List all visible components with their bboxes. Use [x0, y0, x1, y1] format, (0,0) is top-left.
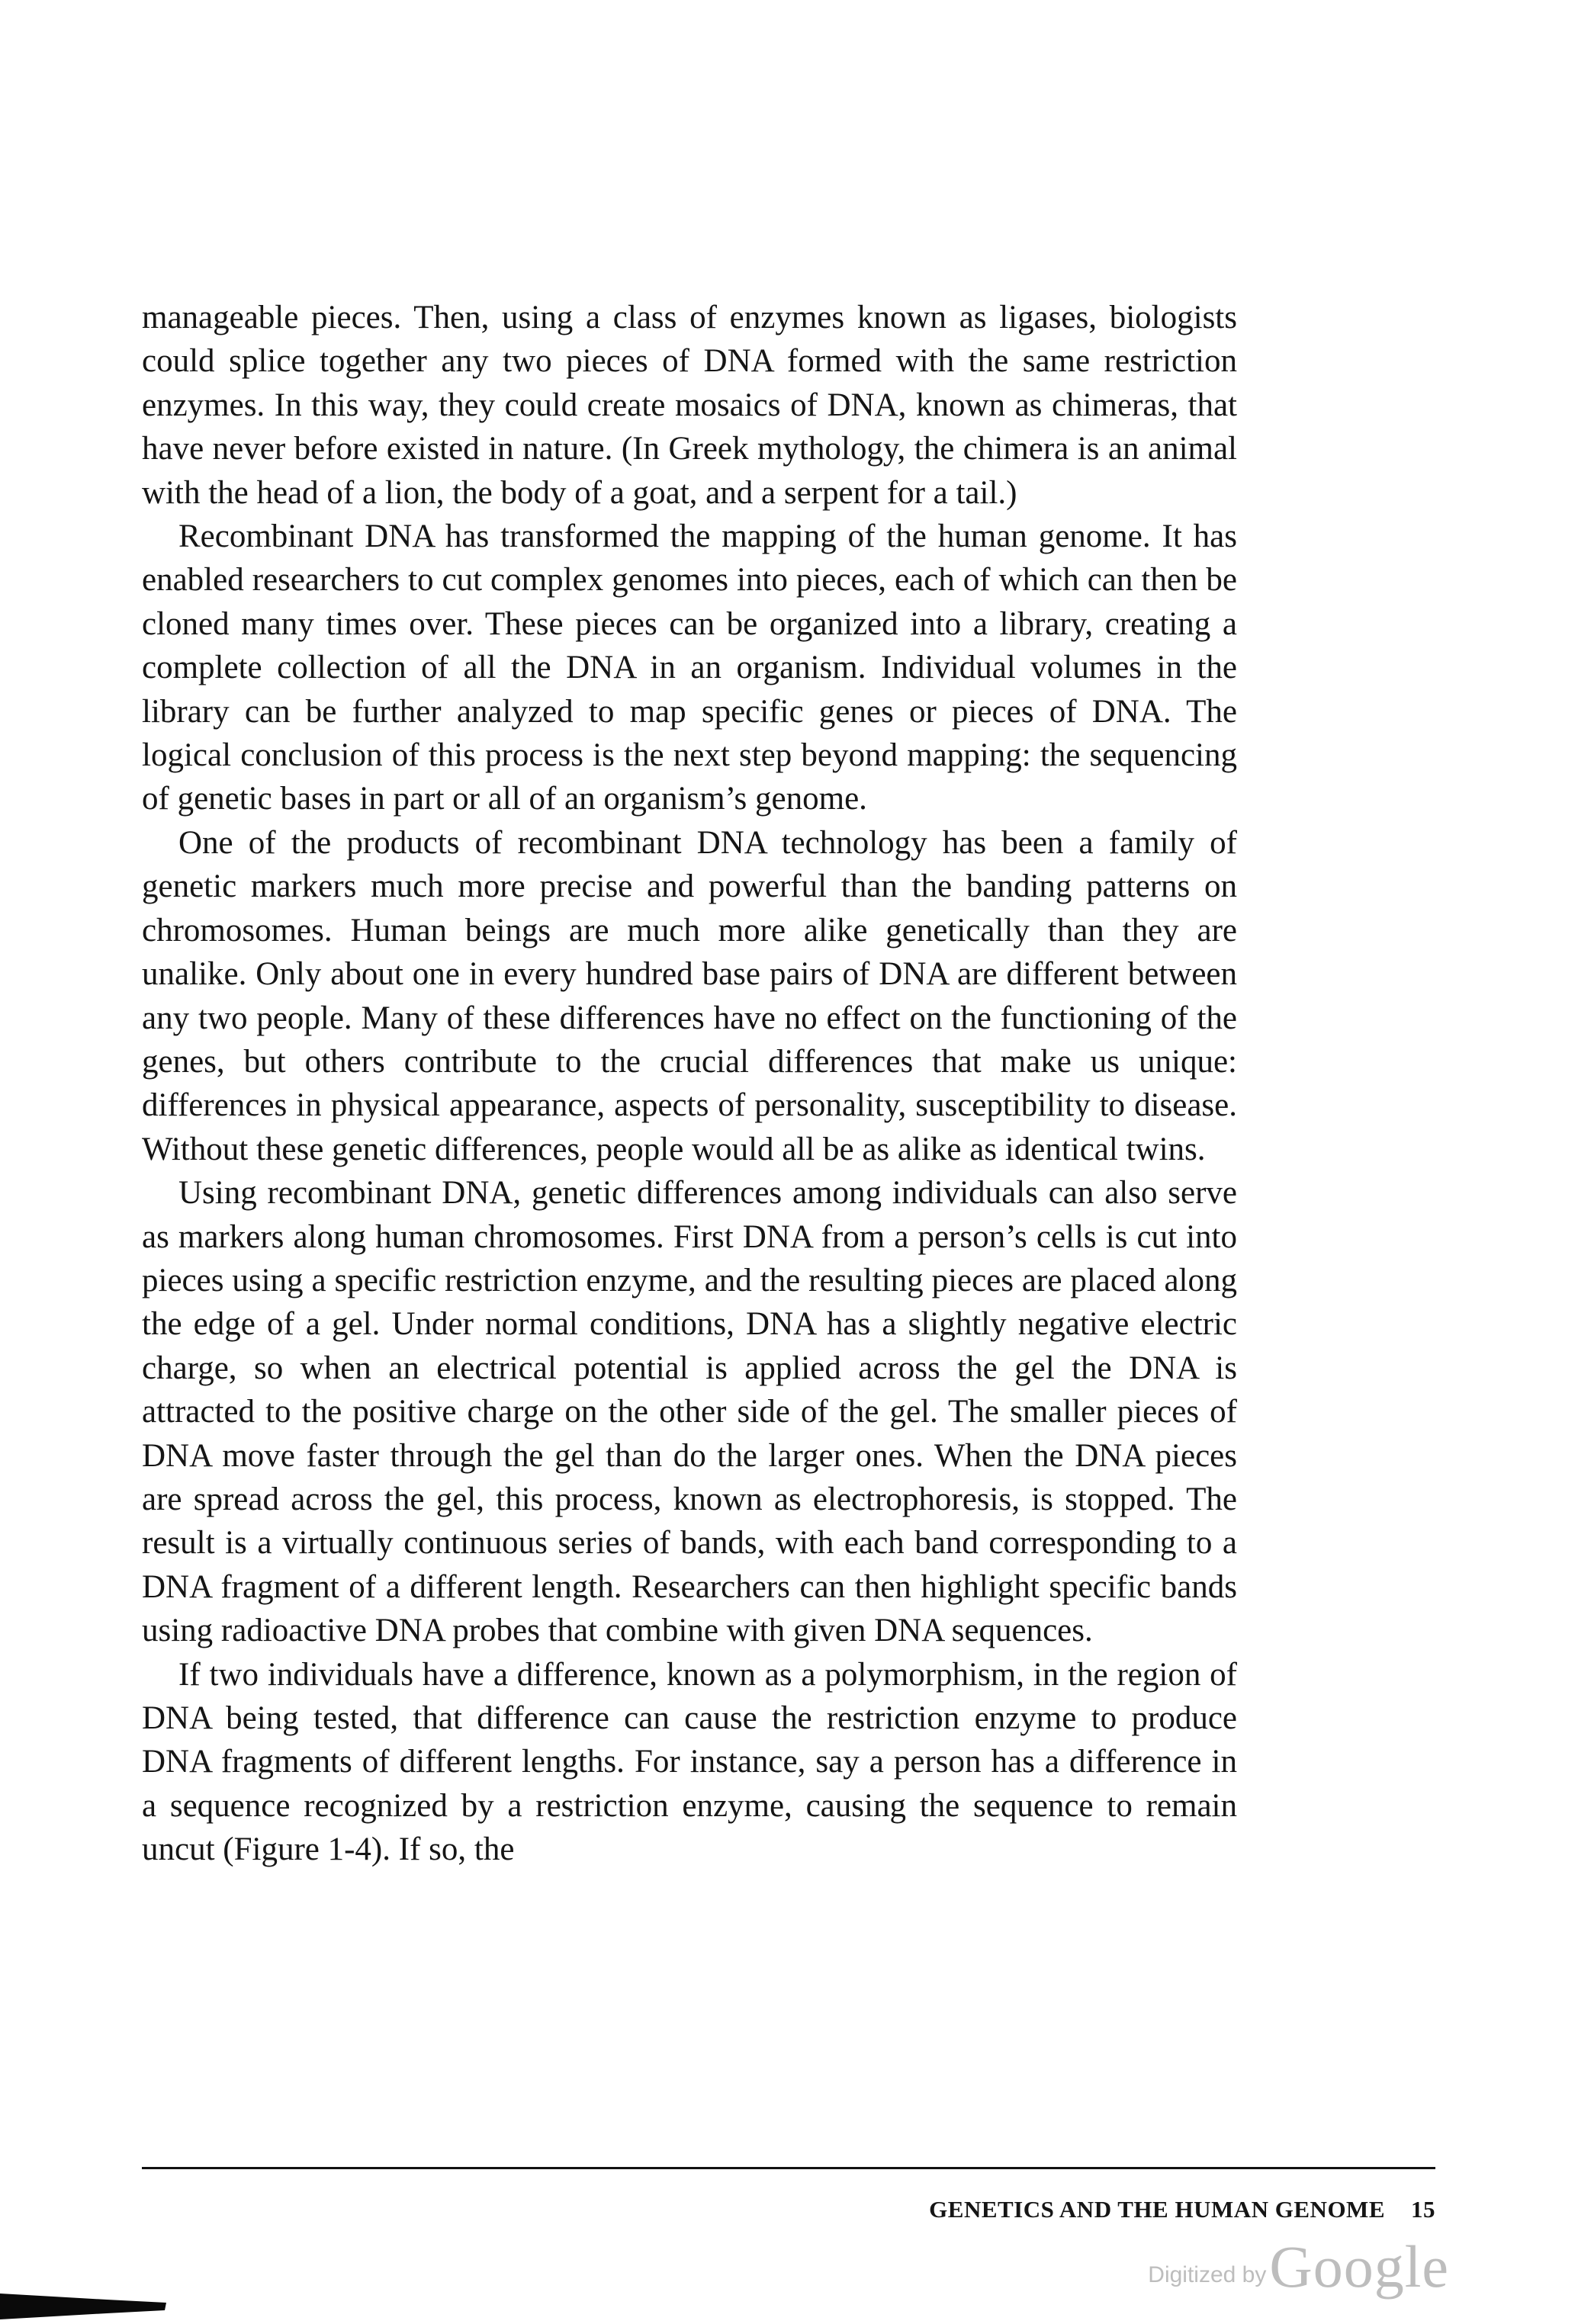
scan-artifact-mark [0, 2287, 183, 2324]
google-logo: Google [1269, 2233, 1449, 2300]
running-title: GENETICS AND THE HUMAN GENOME [929, 2196, 1385, 2223]
running-footer [839, 2196, 1435, 2223]
page-number: 15 [1411, 2196, 1435, 2223]
paragraph: Using recombinant DNA, genetic differences among individuals can also serve as markers along human chromosomes. First DNA from a person’s cells is cut into pieces using a specific restriction enzyme, and the resulting pieces are placed along the edge of a gel. Under normal conditions, DNA has a slightly negative electric charge, so when an electrical potential is applied across the gel the DNA is attracted to the positive charge on the other side of the gel. The smaller pieces of DNA move faster through the gel than do the larger ones. When the DNA pieces are spread across the gel, this process, known as electrophoresis, is stopped. The result is a virtually continuous series of bands, with each band corresponding to a DNA fragment of a different length. Researchers can then highlight specific bands using radioactive DNA probes that combine with given DNA sequences. [142, 1175, 1237, 1649]
watermark-prefix: Digitized by [1148, 2262, 1267, 2287]
paragraph: Recombinant DNA has transformed the mapping of the human genome. It has enabled researchers to cut complex genomes into pieces, each of which can then be cloned many times over. These pieces can be organized into a library, creating a complete collection of all the DNA in an organism. Individual volumes in the library can be further analyzed to map specific genes or pieces of DNA. The logical conclusion of this process is the next step beyond mapping: the sequencing of genetic bases in part or all of an organism’s genome. [142, 518, 1237, 817]
digitized-watermark [1098, 2233, 1449, 2301]
paragraph: manageable pieces. Then, using a class of enzymes known as ligases, biologists could splice together any two pieces of DNA formed with the same restriction enzymes. In this way, they could create mosaics of DNA, known as chimeras, that have never before existed in nature. (In Greek mythology, the chimera is an animal with the head of a lion, the body of a goat, and a serpent for a tail.) [142, 300, 1237, 511]
footer-divider [142, 2167, 1435, 2169]
body-text [142, 296, 1237, 1872]
paragraph: If two individuals have a difference, known as a polymorphism, in the region of DNA being tested, that difference can cause the restriction enzyme to produce DNA fragments of different lengths. For instance, say a person has a difference in a sequence recognized by a restriction enzyme, causing the sequence to remain uncut (Figure 1-4). If so, the [142, 1656, 1237, 1868]
paragraph: One of the products of recombinant DNA technology has been a family of genetic markers much more precise and powerful than the banding patterns on chromosomes. Human beings are much more alike genetically than they are unalike. Only about one in every hundred base pairs of DNA are different between any two people. Many of these differences have no effect on the functioning of the genes, but others contribute to the crucial differences that make us unique: differences in physical appearance, aspects of personality, susceptibility to disease. Without these genetic differences, people would all be as alike as identical twins. [142, 824, 1237, 1167]
